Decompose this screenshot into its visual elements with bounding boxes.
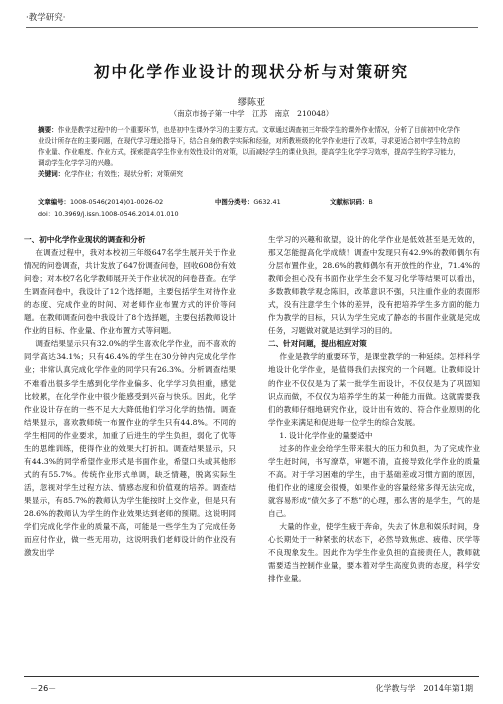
affiliation: （南京市扬子第一中学 江苏 南京 210048） <box>169 109 334 118</box>
document-code-label: 文献标识码： <box>330 198 369 206</box>
keywords-text: 化学作业；有效性；现状分析；对策研究 <box>64 170 184 178</box>
article-title: 初中化学作业设计的现状分析与对策研究 <box>93 62 409 81</box>
keywords <box>38 169 466 180</box>
paragraph: 作业是教学的重要环节，是课堂教学的一种延续。怎样科学地设计化学作业，是值得我们去探究的一个问题。让教师设计的作业不仅仅是为了某一批学生而设计，不仅仅是为了巩固知识点而做，不仅仅为培养学生的某一种能力而做。这就需要我们的教师仔细地研究作业，设计出有效的、符合作业原则的化学作业来满足和促进每一位学生的综合发展。 <box>268 352 480 427</box>
paragraph: 调查结果显示只有32.0%的学生喜欢化学作业，而不喜欢的同学高达34.1%；只有46.4%的学生在30分钟内完成化学作业；非常认真完成化学作业的同学只有26.3%。分析调查结果不难看出很多学生感到化学作业偏多、化学学习负担重，感觉比较累，在化学作业中很少能感受到兴奋与快乐。因此，化学作业设计存在的一些不足大大降低他们学习化学的热情。调查结果显示，喜欢教师统一布置作业的学生只有44.8%。不同的学生相同的作业要求，加重了后进生的学生负担，弱化了优等生的思维训练，使得作业的效果大打折扣。调查结果显示，只有44.3%的同学希望作业形式是书面作业，希望口头或其他形式的有55.7%。传统作业形式单调，缺乏情趣，脱离实际生活，忽视对学生过程方法、情感态度和价值观的培养。调查结果显示，有85.7%的教师认为学生能按时上交作业，但是只有28.6%的教师认为学生的作业效果达到老师的预期。这说明同学们完成化学作业的质量不高，可能是一些学生为了完成任务而应付作业，做一些无用功，这说明我们老师设计的作业没有激发出学 <box>24 339 236 558</box>
document-code-value: B <box>368 198 373 206</box>
subsection-heading: 1. 设计化学作业的量要适中 <box>279 430 373 440</box>
abstract-text: 作业是教学过程中的一个重要环节，也是初中生课外学习的主要方式。文章通过调查初三年级学生的课外作业情况，分析了目前初中化学作业设计所存在的主要问题，在现代学习理论指导下，结合自身的教学实际和经验，对所教班级的化学作业进行了改革，寻求更适合初中学生特点的作业量、作业难度、作业方式，探索提高学生作业有效性设计的对策，以而减轻学生的课业负担，提高学生化学学习效率，提高学生的学习能力，调动学生化学学习的兴趣。 <box>38 126 460 167</box>
keywords-label: 关键词： <box>38 170 65 178</box>
section-tag: ·教学研究· <box>26 13 66 23</box>
paragraph: 在调查过程中，我对本校初三年级647名学生展开关于作业情况的问卷调查，共计发放了647份调查问卷，回收608份有效问卷；对本校7名化学教师展开关于作业状况的问卷普查。在学生调查问卷中，我设计了12个选择题，主要包括学生对待作业的态度、完成作业的时间、对老师作业布置方式的评价等问题。在教师调查问卷中我设计了8个选择题，主要包括教师设计作业的目标、作业量、作业布置方式等问题。 <box>24 248 236 336</box>
paragraph: 大量的作业，使学生疲于奔命，失去了休息和娱乐时间，身心长期处于一种紧张的状态下，必然导致焦虑、疲倦、厌学等不良现象发生。因此作为学生作业负担的直接责任人，教师就需要适当控制作业量，要本着对学生高度负责的态度，科学安排作业量。 <box>268 522 480 584</box>
footer-rule <box>24 676 479 677</box>
paragraph: 过多的作业会给学生带来很大的压力和负担，为了完成作业学生赶时间，书写潦草，审题不清，直接导致化学作业的质量不高。对于学习困难的学生，由于基础差或习惯方面的原因，他们作业的速度会很慢，如果作业的容量经常多得无法完成，就容易形成“债欠多了不愁”的心理，那么害的是学生，气的是自己。 <box>268 443 480 518</box>
abstract-block <box>38 125 466 180</box>
page-number: －26－ <box>30 684 57 693</box>
abstract-label: 摘要： <box>38 126 58 134</box>
article-number-label: 文章编号： <box>38 198 70 206</box>
header-rule <box>26 27 478 28</box>
article-number <box>38 197 163 206</box>
abstract <box>38 125 466 169</box>
author: 缪陈亚 <box>237 98 265 108</box>
section-heading-2: 二、针对问题，提出相应对策 <box>268 339 367 349</box>
clc-label: 中图分类号： <box>215 198 254 206</box>
left-column <box>24 233 236 559</box>
journal-footer: 化学教与学 2014年第1期 <box>375 684 473 693</box>
clc-number <box>215 197 281 206</box>
right-column <box>268 233 480 585</box>
clc-value: G632.41 <box>253 198 281 206</box>
document-code <box>330 197 373 206</box>
doi: doi：10.3969/j.issn.1008-0546.2014.01.010 <box>38 210 179 218</box>
article-number-value: 1008-0546(2014)01-0026-02 <box>69 198 164 206</box>
section-heading-1: 一、初中化学作业现状的调查和分析 <box>24 235 146 244</box>
paragraph: 生学习的兴趣和欲望，设计的化学作业是低效甚至是无效的，那又怎能提高化学成绩！调查中发现只有42.9%的教师偶尔有分层布置作业，28.6%的教师偶尔有开放性的作业，71.4%的教师会担心没有书面作业学生会不复习化学等结果可以看出，多数教师教学观念陈旧，改革意识不强，只注重作业的表面形式，没有注意学生个体的差异，没有把培养学生多方面的能力作为教学的目标，只认为学生完成了静态的书面作业就是完成任务，习题做对就是达到学习的目的。 <box>268 235 480 336</box>
